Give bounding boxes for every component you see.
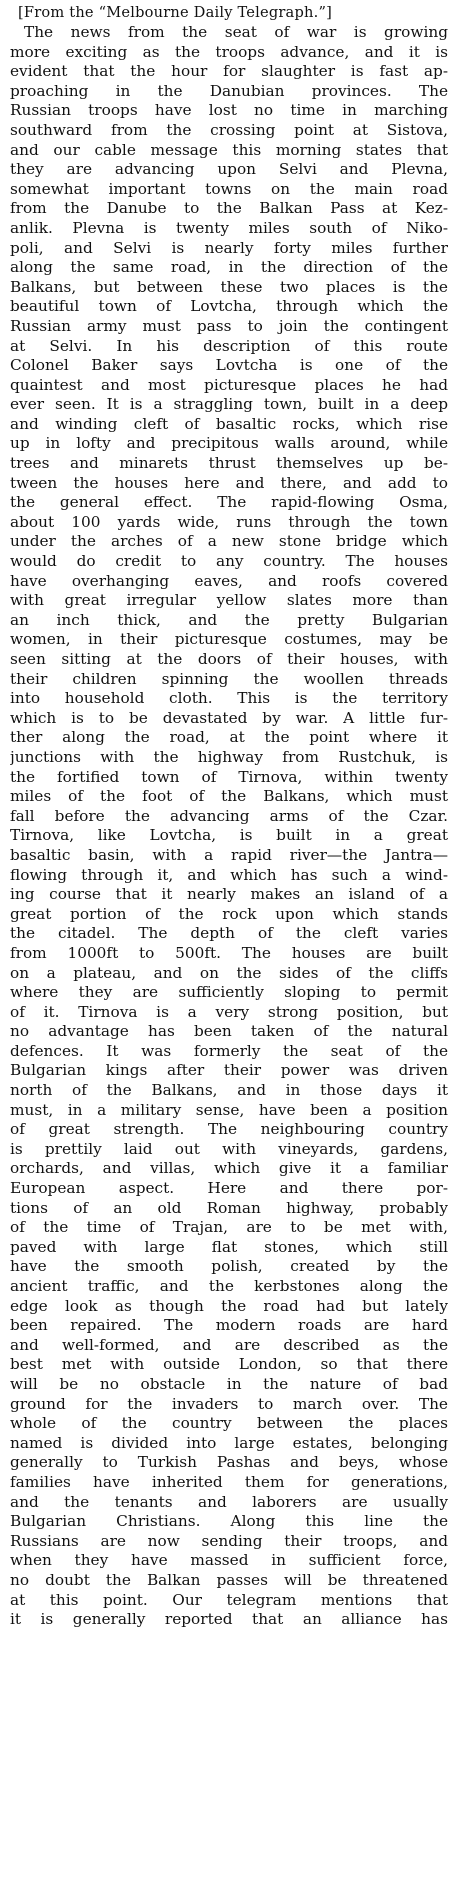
article-line: of great strength. The neighbouring country <box>10 1120 448 1139</box>
article-line: and well-formed, and are described as the <box>10 1335 448 1354</box>
article-line: seen sitting at the doors of their houses, with <box>10 650 448 668</box>
article-line: ever seen. It is a straggling town, built in a deep <box>10 395 448 414</box>
article-line: Bulgarian kings after their power was driven <box>10 1061 448 1080</box>
article-line: and the tenants and laborers are usually <box>10 1492 448 1511</box>
article-line: ing course that it nearly makes an island of a <box>10 885 448 904</box>
article-line: anlik. Plevna is twenty miles south of Niko- <box>10 218 448 237</box>
article-line: orchards, and villas, which give it a familiar <box>10 1159 448 1178</box>
article-line: more exciting as the troops advance, and it is <box>10 42 448 61</box>
article-line: of it. Tirnova is a very strong position, but <box>10 1002 448 1021</box>
article-line: trees and minarets thrust themselves up be- <box>10 454 448 473</box>
article-line: with great irregular yellow slates more than <box>10 591 448 610</box>
article-line: evident that the hour for slaughter is fast ap- <box>10 62 448 81</box>
article-line: fall before the advancing arms of the Czar. <box>10 806 448 825</box>
article-line: the general effect. The rapid-flowing Osma, <box>10 493 448 512</box>
article-line: at this point. Our telegram mentions that <box>10 1590 448 1609</box>
article-line: families have inherited them for generations, <box>10 1472 448 1491</box>
article-line: no advantage has been taken of the natural <box>10 1022 448 1041</box>
article-line: somewhat important towns on the main road <box>10 179 448 198</box>
article-line: best met with outside London, so that there <box>10 1355 448 1374</box>
article-line: Bulgarian Christians. Along this line the <box>10 1512 448 1531</box>
article-line: women, in their picturesque costumes, may be <box>10 630 448 649</box>
article-line: tions of an old Roman highway, probably <box>10 1198 448 1217</box>
article-line: whole of the country between the places <box>10 1414 448 1433</box>
article-line: been repaired. The modern roads are hard <box>10 1316 448 1335</box>
article-line: north of the Balkans, and in those days it <box>10 1081 448 1100</box>
article-line: will be no obstacle in the nature of bad <box>10 1374 448 1393</box>
article-line: basaltic basin, with a rapid river—the Jantra— <box>10 845 448 864</box>
article-body <box>10 23 448 1630</box>
article-line: Tirnova, like Lovtcha, is built in a great <box>10 826 448 845</box>
article-line: generally to Turkish Pashas and beys, whose <box>10 1453 448 1472</box>
article-line: from 1000ft to 500ft. The houses are built <box>10 943 448 962</box>
article-line: edge look as though the road had but lately <box>10 1296 448 1315</box>
article-line: no doubt the Balkan passes will be threatened <box>10 1570 448 1589</box>
article-line: great portion of the rock upon which stands <box>10 904 448 923</box>
article-line: have the smooth polish, created by the <box>10 1257 448 1276</box>
article-line: quaintest and most picturesque places he had <box>10 375 448 394</box>
source-attribution: [From the “Melbourne Daily Telegraph.”] <box>18 4 332 21</box>
article-line: Russians are now sending their troops, and <box>10 1531 448 1550</box>
article-line: which is to be devastated by war. A little fur- <box>10 708 448 727</box>
article-line: poli, and Selvi is nearly forty miles further <box>10 238 448 257</box>
article-line: the citadel. The depth of the cleft varies <box>10 924 448 943</box>
article-line: Russian troops have lost no time in marching <box>10 101 448 120</box>
article-line: beautiful town of Lovtcha, through which the <box>10 297 448 316</box>
article-line: southward from the crossing point at Sistova, <box>10 120 448 139</box>
article-line: along the same road, in the direction of the <box>10 258 448 277</box>
article-line: at Selvi. In his description of this route <box>10 336 448 355</box>
article-line: miles of the foot of the Balkans, which must <box>10 787 448 806</box>
article-line: and winding cleft of basaltic rocks, which rise <box>10 414 448 433</box>
article-line: about 100 yards wide, runs through the town <box>10 512 448 531</box>
article-line: Russian army must pass to join the contingent <box>10 316 448 335</box>
article-line: an inch thick, and the pretty Bulgarian <box>10 610 448 629</box>
article-line: Balkans, but between these two places is the <box>10 277 448 296</box>
article-line: have overhanging eaves, and roofs covered <box>10 571 448 590</box>
article-line: they are advancing upon Selvi and Plevna, <box>10 160 448 179</box>
article-line: and our cable message this morning states that <box>10 140 448 159</box>
article-line: into household cloth. This is the territory <box>10 689 448 708</box>
article-line: ancient traffic, and the kerbstones along the <box>10 1277 448 1295</box>
article-line: where they are sufficiently sloping to permit <box>10 983 448 1002</box>
article-line: it is generally reported that an alliance has <box>10 1610 448 1629</box>
article-line: of the time of Trajan, are to be met with, <box>10 1218 448 1237</box>
article-line: The news from the seat of war is growing <box>24 23 448 41</box>
article-line: named is divided into large estates, belonging <box>10 1433 448 1452</box>
article-line: European aspect. Here and there por- <box>10 1179 448 1198</box>
article-line: must, in a military sense, have been a position <box>10 1100 448 1119</box>
article-line: up in lofty and precipitous walls around, while <box>10 434 448 453</box>
article-line: the fortified town of Tirnova, within twenty <box>10 767 448 786</box>
article-line: ther along the road, at the point where it <box>10 728 448 747</box>
article-line: proaching in the Danubian provinces. The <box>10 81 448 100</box>
article-line: tween the houses here and there, and add to <box>10 473 448 492</box>
article-line: under the arches of a new stone bridge which <box>10 532 448 551</box>
article-line: paved with large flat stones, which still <box>10 1237 448 1256</box>
article-line: their children spinning the woollen threads <box>10 669 448 688</box>
article-line: flowing through it, and which has such a wind- <box>10 865 448 884</box>
article-line: defences. It was formerly the seat of the <box>10 1041 448 1060</box>
article-line: from the Danube to the Balkan Pass at Kez- <box>10 199 448 218</box>
article-line: would do credit to any country. The houses <box>10 552 448 571</box>
article-line: Colonel Baker says Lovtcha is one of the <box>10 356 448 375</box>
article-line: on a plateau, and on the sides of the cliffs <box>10 963 448 982</box>
article-line: is prettily laid out with vineyards, gardens, <box>10 1139 448 1158</box>
article-line: junctions with the highway from Rustchuk, is <box>10 747 448 766</box>
article-line: ground for the invaders to march over. The <box>10 1394 448 1413</box>
article-line: when they have massed in sufficient force, <box>10 1551 448 1570</box>
